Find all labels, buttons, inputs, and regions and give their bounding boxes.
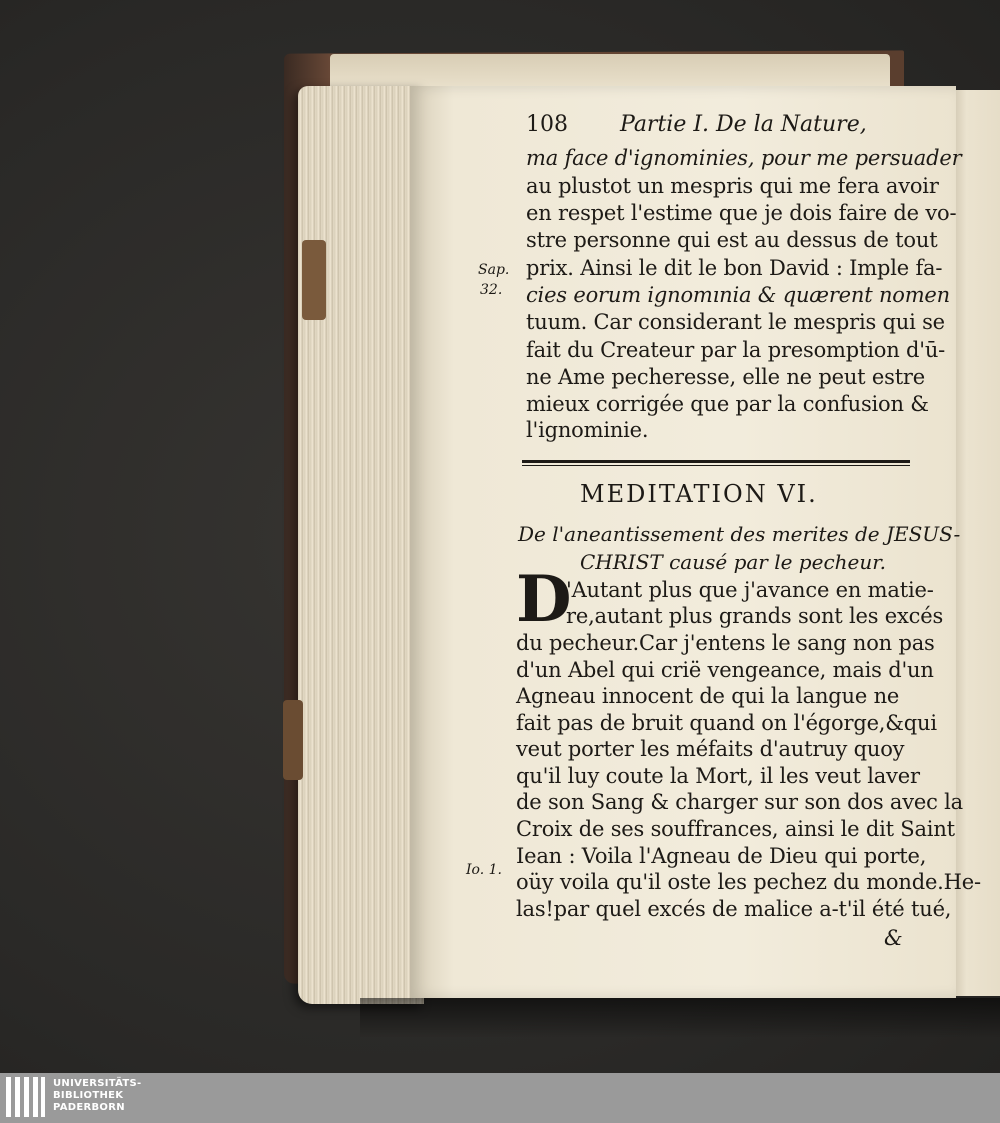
text-line: en respet l'estime que je dois faire de vo- xyxy=(526,201,957,225)
text-line: d'un Abel qui crië vengeance, mais d'un xyxy=(516,658,934,682)
margin-note: Io. 1. xyxy=(466,862,502,878)
clasp-icon xyxy=(302,240,326,320)
page-edges xyxy=(298,86,424,1004)
meditation-title: MEDITATION VI. xyxy=(580,480,818,508)
meditation-subtitle: CHRIST causé par le pecheur. xyxy=(580,550,886,574)
catchword: & xyxy=(884,926,903,950)
meditation-subtitle: De l'aneantissement des merites de JESUS- xyxy=(518,522,961,546)
page-edge-top xyxy=(330,54,890,88)
library-logo-icon xyxy=(6,1077,46,1117)
text-line: re,autant plus grands sont les excés xyxy=(566,604,944,628)
drop-capital: D xyxy=(516,562,572,637)
library-name xyxy=(53,1078,142,1114)
text-line: du pecheur.Car j'entens le sang non pas xyxy=(516,631,935,655)
text-line: veut porter les méfaits d'autruy quoy xyxy=(516,737,905,761)
clasp-icon xyxy=(283,700,303,780)
library-line-1: UNIVERSITÄTS- xyxy=(53,1078,142,1089)
text-line: fait pas de bruit quand on l'égorge,&qui xyxy=(516,711,937,735)
text-line: ne Ame pecheresse, elle ne peut estre xyxy=(526,365,926,389)
text-line: oüy voila qu'il oste les pechez du monde.He- xyxy=(516,870,981,894)
margin-note: 32. xyxy=(480,282,503,298)
text-line: mieux corrigée que par la confusion & xyxy=(526,392,929,416)
text-line: Croix de ses souffrances, ainsi le dit Saint xyxy=(516,817,955,841)
library-footer xyxy=(0,1073,1000,1123)
text-line: Iean : Voila l'Agneau de Dieu qui porte, xyxy=(516,844,927,868)
text-line: ma face d'ignominies, pour me persuader xyxy=(526,146,962,170)
text-line: de son Sang & charger sur son dos avec la xyxy=(516,790,963,814)
text-line: au plustot un mespris qui me fera avoir xyxy=(526,174,939,198)
text-line: Agneau innocent de qui la langue ne xyxy=(516,684,900,708)
book-shadow xyxy=(360,998,1000,1038)
text-line: cies eorum ignomınia & quærent nomen xyxy=(526,283,950,307)
library-line-2: BIBLIOTHEK xyxy=(53,1090,124,1101)
text-line: las!par quel excés de malice a-t'il été tué, xyxy=(516,897,952,921)
section-rule xyxy=(522,460,910,463)
text-line: tuum. Car considerant le mespris qui se xyxy=(526,310,945,334)
text-line: qu'il luy coute la Mort, il les veut laver xyxy=(516,764,920,788)
library-line-3: PADERBORN xyxy=(53,1102,125,1113)
running-head: Partie I. De la Nature, xyxy=(620,112,867,137)
text-line: stre personne qui est au dessus de tout xyxy=(526,228,938,252)
section-rule xyxy=(522,465,910,466)
text-line: 'Autant plus que j'avance en matie- xyxy=(566,578,934,602)
page-number: 108 xyxy=(526,112,568,137)
text-line: l'ignominie. xyxy=(526,418,649,442)
margin-note: Sap. xyxy=(478,262,510,278)
text-line: prix. Ainsi le dit le bon David : Imple fa- xyxy=(526,256,943,280)
text-line: fait du Createur par la presomption d'ū- xyxy=(526,338,946,362)
